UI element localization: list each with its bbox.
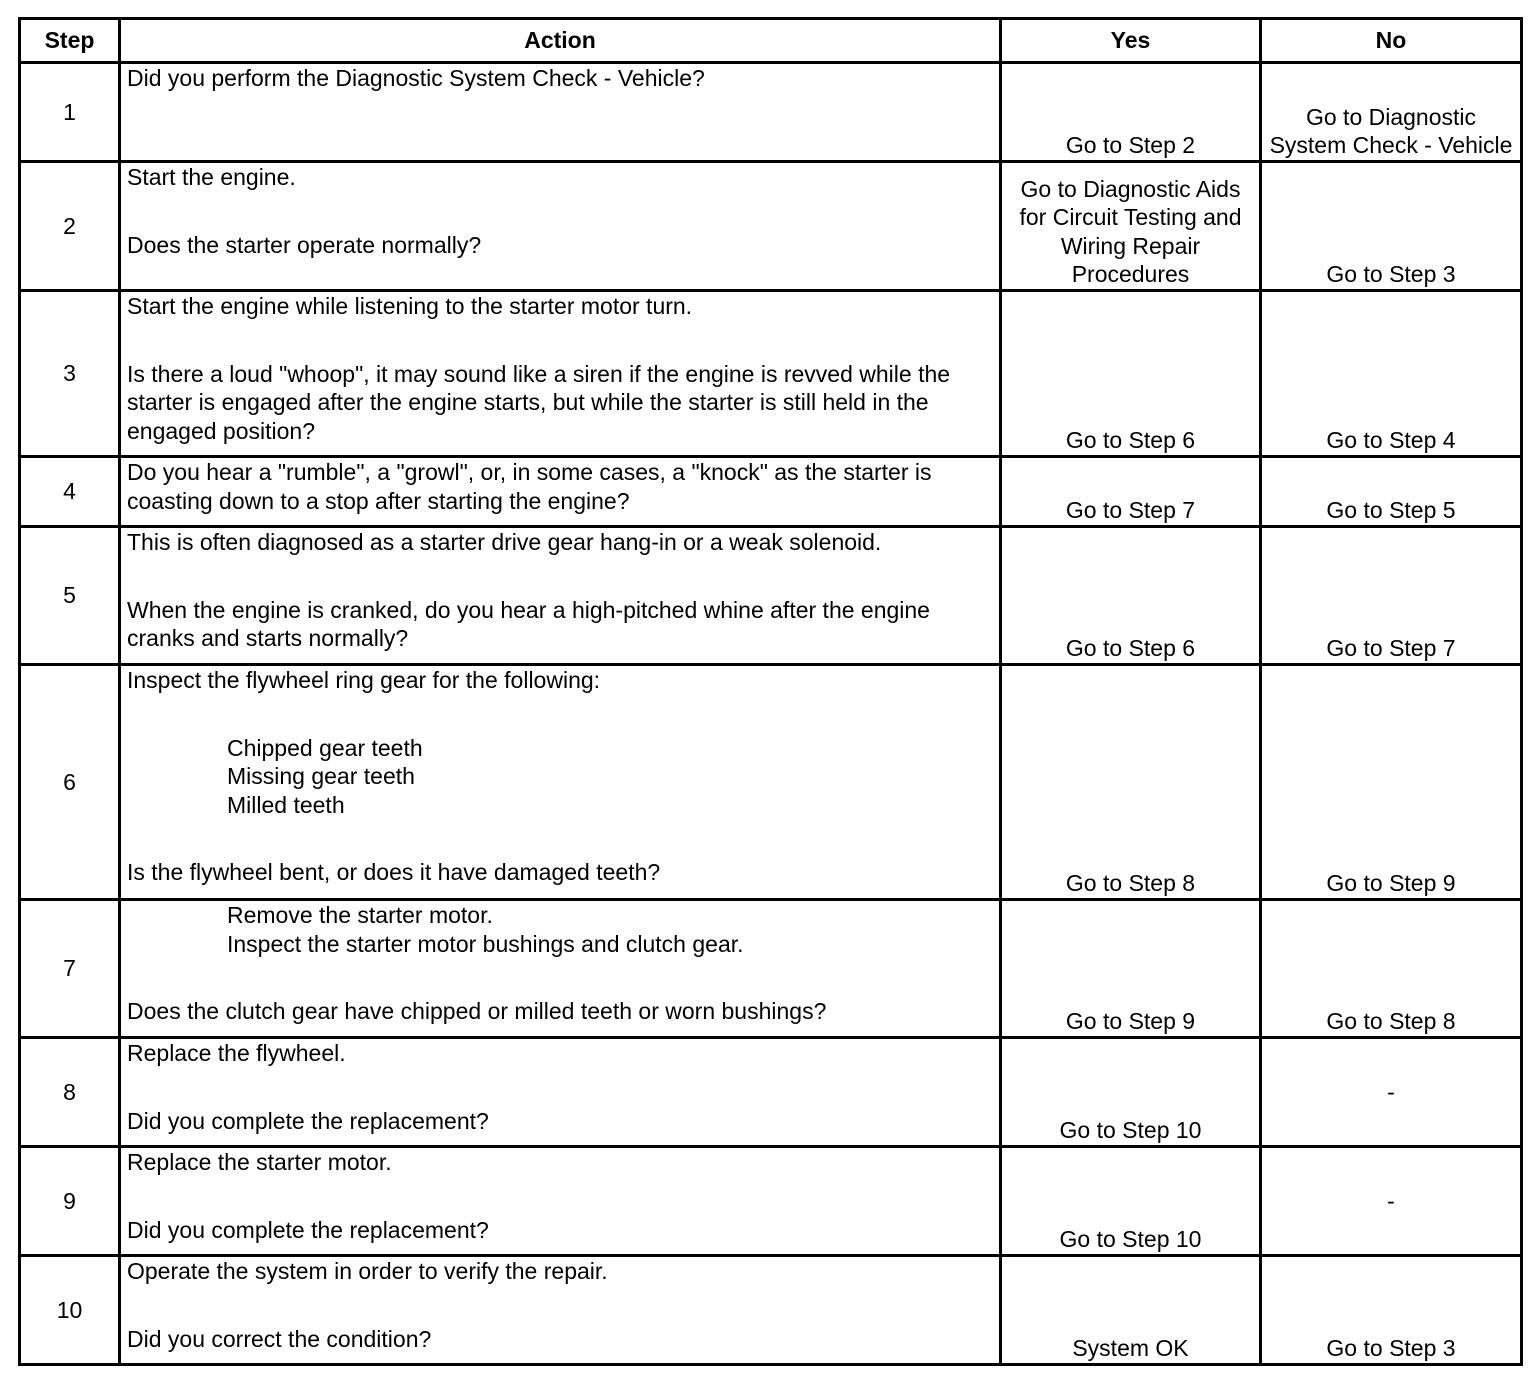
- no-cell: Go to Step 7: [1261, 527, 1522, 665]
- spacer: [127, 695, 993, 734]
- diagnostic-table: [18, 17, 1523, 1366]
- spacer: [127, 321, 993, 360]
- table-row: [20, 527, 1522, 665]
- yes-cell: Go to Step 6: [1001, 527, 1261, 665]
- no-cell: -: [1261, 1147, 1522, 1256]
- no-cell: Go to Step 3: [1261, 1256, 1522, 1365]
- action-question: When the engine is cranked, do you hear a high-pitched whine after the engine cranks and starts normally?: [127, 596, 937, 652]
- action-cell: [120, 1256, 1001, 1365]
- spacer: [127, 1286, 993, 1325]
- action-question: Did you complete the replacement?: [127, 1107, 489, 1134]
- action-cell: [120, 291, 1001, 457]
- yes-cell: Go to Step 9: [1001, 900, 1261, 1038]
- action-text: Inspect the flywheel ring gear for the following:: [127, 667, 601, 693]
- action-cell: [120, 162, 1001, 291]
- action-question: Did you complete the replacement?: [127, 1216, 489, 1243]
- table-row: [20, 1256, 1522, 1365]
- yes-cell: Go to Step 10: [1001, 1147, 1261, 1256]
- spacer: [127, 557, 993, 596]
- no-cell: Go to Step 4: [1261, 291, 1522, 457]
- no-cell: Go to Step 5: [1261, 457, 1522, 527]
- table-row: [20, 1038, 1522, 1147]
- action-cell: [120, 527, 1001, 665]
- action-cell: [120, 63, 1001, 162]
- action-question: Do you hear a "rumble", a "growl", or, in some cases, a "knock" as the starter is coasting down to a stop after starting the engine?: [127, 459, 938, 514]
- action-text: Replace the flywheel.: [127, 1040, 346, 1066]
- table-row: [20, 900, 1522, 1038]
- action-question: Is the flywheel bent, or does it have damaged teeth?: [127, 859, 661, 886]
- table-row: [20, 162, 1522, 291]
- spacer: [127, 958, 993, 997]
- table-row: [20, 665, 1522, 900]
- action-cell: [120, 900, 1001, 1038]
- yes-cell: Go to Step 7: [1001, 457, 1261, 527]
- list-item: Chipped gear teeth: [227, 734, 423, 761]
- header-action: Action: [120, 19, 1001, 63]
- yes-cell: System OK: [1001, 1256, 1261, 1365]
- step-number: 1: [20, 63, 120, 162]
- spacer: [127, 1068, 993, 1107]
- action-cell: [120, 457, 1001, 527]
- action-text: Replace the starter motor.: [127, 1149, 392, 1175]
- action-text: This is often diagnosed as a starter drive gear hang-in or a weak solenoid.: [127, 529, 882, 555]
- step-number: 3: [20, 291, 120, 457]
- step-number: 4: [20, 457, 120, 527]
- list-item: Inspect the starter motor bushings and clutch gear.: [227, 930, 744, 957]
- list-item: Missing gear teeth: [227, 763, 415, 790]
- action-cell: [120, 1038, 1001, 1147]
- action-text: Operate the system in order to verify the repair.: [127, 1258, 608, 1284]
- step-number: 7: [20, 900, 120, 1038]
- action-question: Does the starter operate normally?: [127, 231, 482, 258]
- step-number: 2: [20, 162, 120, 291]
- table-row: [20, 1147, 1522, 1256]
- header-no: No: [1261, 19, 1522, 63]
- table-row: [20, 291, 1522, 457]
- header-step: Step: [20, 19, 120, 63]
- action-text: Start the engine.: [127, 164, 296, 190]
- action-text: Start the engine while listening to the starter motor turn.: [127, 293, 693, 319]
- step-number: 10: [20, 1256, 120, 1365]
- header-row: [20, 19, 1522, 63]
- list-item: Remove the starter motor.: [227, 902, 493, 928]
- yes-cell: Go to Step 2: [1001, 63, 1261, 162]
- no-cell: Go to Diagnostic System Check - Vehicle: [1261, 63, 1522, 162]
- no-cell: -: [1261, 1038, 1522, 1147]
- no-cell: Go to Step 9: [1261, 665, 1522, 900]
- header-yes: Yes: [1001, 19, 1261, 63]
- action-text: Did you perform the Diagnostic System Check - Vehicle?: [127, 65, 705, 91]
- yes-cell: Go to Step 8: [1001, 665, 1261, 900]
- yes-cell: Go to Step 6: [1001, 291, 1261, 457]
- no-cell: Go to Step 8: [1261, 900, 1522, 1038]
- list-item: Milled teeth: [227, 791, 345, 818]
- action-question: Did you correct the condition?: [127, 1325, 432, 1352]
- spacer: [127, 192, 993, 231]
- table-row: [20, 457, 1522, 527]
- no-cell: Go to Step 3: [1261, 162, 1522, 291]
- step-number: 9: [20, 1147, 120, 1256]
- action-cell: [120, 1147, 1001, 1256]
- yes-cell: Go to Step 10: [1001, 1038, 1261, 1147]
- table-row: [20, 63, 1522, 162]
- yes-cell: Go to Diagnostic Aids for Circuit Testing and Wiring Repair Procedures: [1001, 162, 1261, 291]
- spacer: [127, 819, 993, 858]
- action-question: Does the clutch gear have chipped or milled teeth or worn bushings?: [127, 998, 827, 1025]
- action-question: Is there a loud "whoop", it may sound like a siren if the engine is revved while the starter is engaged after the engine starts, but while the starter is still held in the engaged position?: [127, 360, 957, 444]
- spacer: [127, 1177, 993, 1216]
- step-number: 5: [20, 527, 120, 665]
- action-cell: [120, 665, 1001, 900]
- step-number: 6: [20, 665, 120, 900]
- step-number: 8: [20, 1038, 120, 1147]
